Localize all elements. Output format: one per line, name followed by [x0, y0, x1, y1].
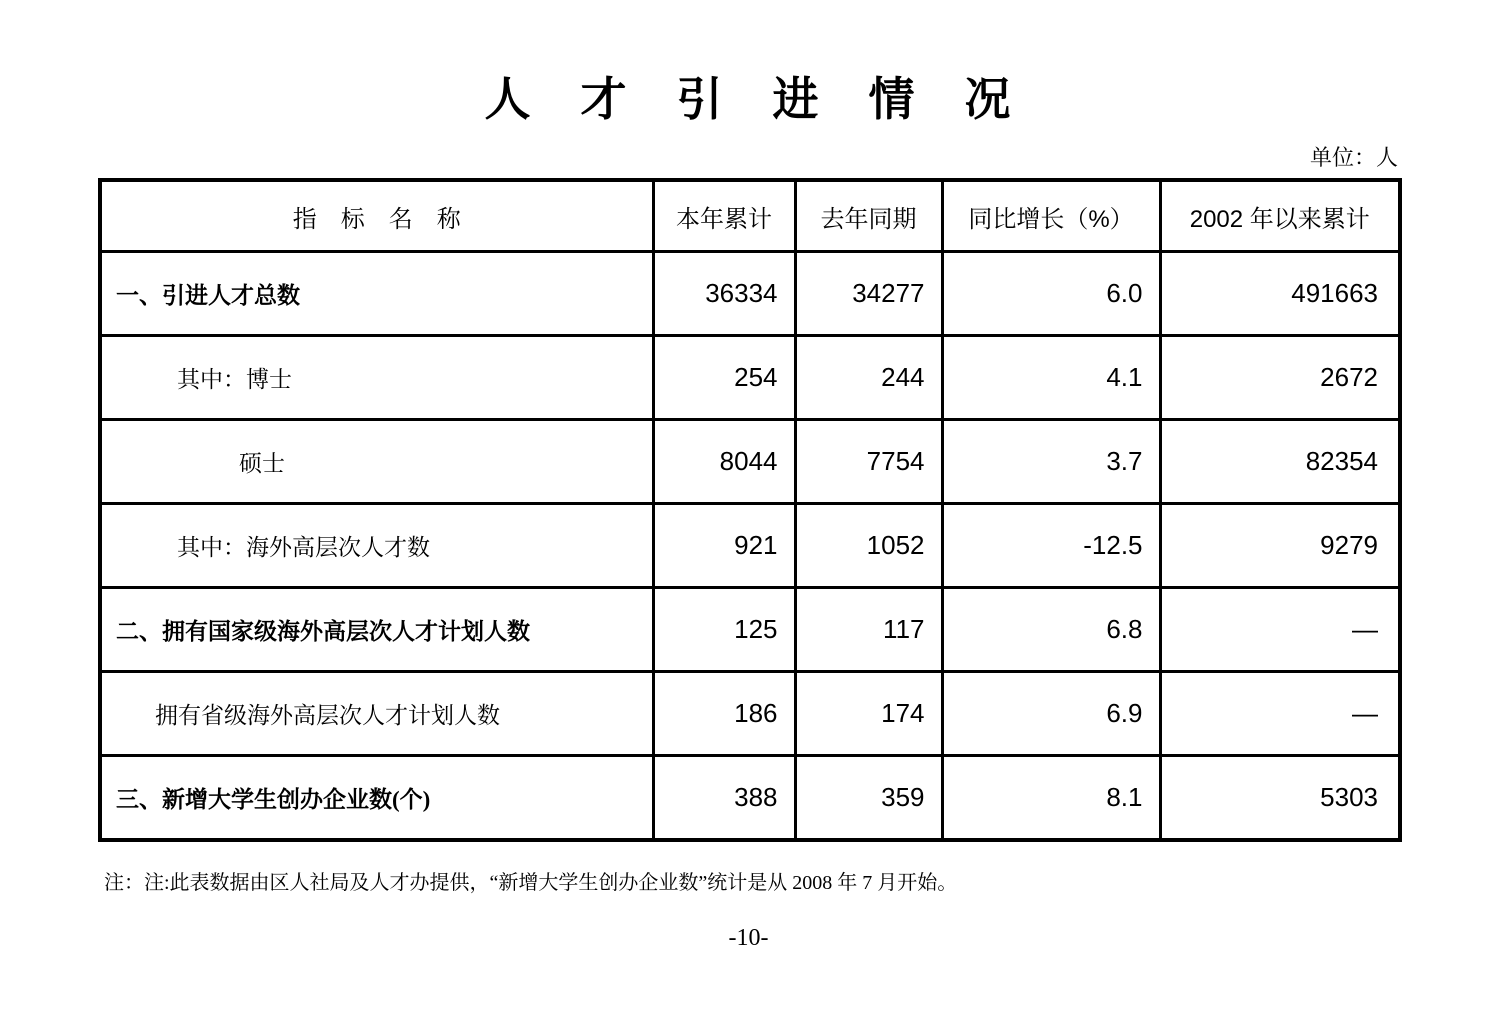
last-year-value: 117 — [795, 588, 942, 672]
since-2002-value: — — [1160, 672, 1400, 756]
header-yoy-growth: 同比增长（%） — [942, 180, 1160, 252]
last-year-value: 1052 — [795, 504, 942, 588]
header-since-2002-total: 2002 年以来累计 — [1160, 180, 1400, 252]
current-year-value: 921 — [653, 504, 795, 588]
yoy-value: 6.8 — [942, 588, 1160, 672]
current-year-value: 8044 — [653, 420, 795, 504]
indicator-label: 硕士 — [100, 420, 653, 504]
indicator-label: 其中：博士 — [100, 336, 653, 420]
yoy-value: 8.1 — [942, 756, 1160, 841]
table-row — [100, 420, 1400, 504]
yoy-value: 4.1 — [942, 336, 1160, 420]
yoy-value: -12.5 — [942, 504, 1160, 588]
table-row — [100, 672, 1400, 756]
table-row — [100, 588, 1400, 672]
unit-label: 单位：人 — [1309, 145, 1398, 171]
current-year-value: 36334 — [653, 252, 795, 336]
table-row — [100, 504, 1400, 588]
table-row — [100, 756, 1400, 841]
since-2002-value: 5303 — [1160, 756, 1400, 841]
last-year-value: 359 — [795, 756, 942, 841]
header-last-year-same-period: 去年同期 — [795, 180, 942, 252]
table-row — [100, 336, 1400, 420]
current-year-value: 388 — [653, 756, 795, 841]
yoy-value: 6.0 — [942, 252, 1160, 336]
last-year-value: 244 — [795, 336, 942, 420]
header-indicator-name: 指 标 名 称 — [100, 180, 653, 252]
page-title: 人 才 引 进 情 况 — [484, 73, 1013, 125]
table-header-row — [100, 180, 1400, 252]
header-current-year-total: 本年累计 — [653, 180, 795, 252]
current-year-value: 125 — [653, 588, 795, 672]
indicator-label: 三、新增大学生创办企业数(个) — [100, 756, 653, 841]
talent-import-table — [98, 178, 1402, 842]
page-number: -10- — [728, 925, 769, 952]
yoy-value: 6.9 — [942, 672, 1160, 756]
since-2002-value: — — [1160, 588, 1400, 672]
current-year-value: 254 — [653, 336, 795, 420]
indicator-label: 其中：海外高层次人才数 — [100, 504, 653, 588]
table-footnote: 注：注:此表数据由区人社局及人才办提供，“新增大学生创办企业数”统计是从 2008 年 7 月开始。 — [104, 872, 958, 895]
last-year-value: 34277 — [795, 252, 942, 336]
indicator-label: 一、引进人才总数 — [100, 252, 653, 336]
last-year-value: 174 — [795, 672, 942, 756]
yoy-value: 3.7 — [942, 420, 1160, 504]
since-2002-value: 82354 — [1160, 420, 1400, 504]
last-year-value: 7754 — [795, 420, 942, 504]
since-2002-value: 9279 — [1160, 504, 1400, 588]
since-2002-value: 2672 — [1160, 336, 1400, 420]
indicator-label: 二、拥有国家级海外高层次人才计划人数 — [100, 588, 653, 672]
since-2002-value: 491663 — [1160, 252, 1400, 336]
current-year-value: 186 — [653, 672, 795, 756]
table-row — [100, 252, 1400, 336]
indicator-label: 拥有省级海外高层次人才计划人数 — [100, 672, 653, 756]
